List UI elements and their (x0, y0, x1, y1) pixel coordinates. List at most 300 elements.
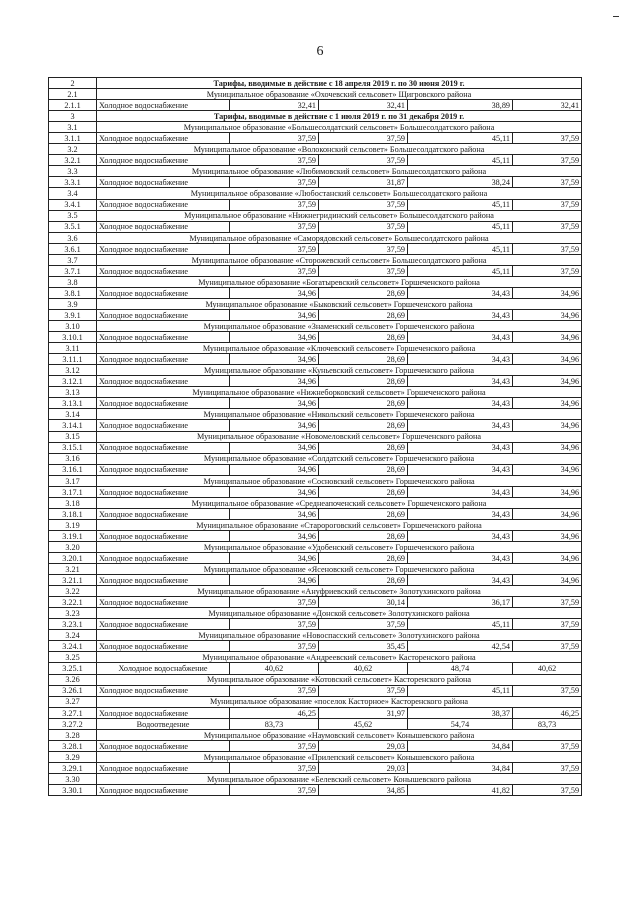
service-name: Холодное водоснабжение (97, 740, 230, 751)
row-code: 3.20 (49, 541, 97, 552)
tariff-row (49, 740, 582, 751)
service-name: Холодное водоснабжение (97, 762, 230, 773)
row-code: 2 (49, 78, 97, 89)
tariff-value-2: 28,69 (319, 287, 408, 298)
row-code: 3.11.1 (49, 354, 97, 365)
tariff-value-1: 34,96 (230, 553, 319, 564)
row-code: 3.9.1 (49, 309, 97, 320)
tariff-value-4: 34,96 (513, 420, 582, 431)
tariff-value-1: 37,59 (230, 199, 319, 210)
row-code: 3.2.1 (49, 155, 97, 166)
tariff-value-4: 37,59 (513, 619, 582, 630)
tariff-value-4: 34,96 (513, 553, 582, 564)
service-name: Холодное водоснабжение (97, 309, 230, 320)
row-code: 3.8.1 (49, 287, 97, 298)
tariff-value-3: 34,43 (408, 287, 513, 298)
municipality-row (49, 321, 582, 332)
service-name: Холодное водоснабжение (97, 619, 230, 630)
municipality-name: Муниципальное образование «Любостанский сельсовет» Большесолдатского района (97, 188, 582, 199)
tariff-value-3: 34,43 (408, 575, 513, 586)
row-code: 3.13.1 (49, 398, 97, 409)
row-code: 3.23 (49, 608, 97, 619)
municipality-row (49, 431, 582, 442)
row-code: 3.30 (49, 773, 97, 784)
row-code: 3.15.1 (49, 442, 97, 453)
municipality-row (49, 652, 582, 663)
tariff-value-4: 34,96 (513, 398, 582, 409)
row-code: 3.30.1 (49, 785, 97, 796)
tariff-value-1: 37,59 (230, 133, 319, 144)
tariff-value-2: 32,41 (319, 100, 408, 111)
tariff-value-1: 37,59 (230, 597, 319, 608)
tariff-row (49, 553, 582, 564)
tariff-row (49, 420, 582, 431)
tariff-row (49, 762, 582, 773)
row-code: 3.16 (49, 453, 97, 464)
tariff-value-4: 34,96 (513, 354, 582, 365)
municipality-name: Муниципальное образование «Волоконский сельсовет» Большесолдатского района (97, 144, 582, 155)
tariff-value-3: 48,74 (408, 663, 513, 674)
municipality-name: Муниципальное образование «Солдатский сельсовет» Горшеченского района (97, 453, 582, 464)
tariff-row (49, 663, 582, 674)
tariff-value-3: 34,43 (408, 553, 513, 564)
tariff-value-1: 40,62 (230, 663, 319, 674)
tariff-row (49, 133, 582, 144)
tariff-value-3: 41,82 (408, 785, 513, 796)
tariff-value-4: 37,59 (513, 221, 582, 232)
row-code: 3.5 (49, 210, 97, 221)
row-code: 3.29.1 (49, 762, 97, 773)
municipality-name: Муниципальное образование «Белевский сельсовет» Конышевского района (97, 773, 582, 784)
tariff-value-1: 37,59 (230, 155, 319, 166)
row-code: 3.8 (49, 276, 97, 287)
tariff-value-2: 29,03 (319, 740, 408, 751)
service-name: Водоотведение (97, 718, 230, 729)
tariff-value-3: 34,43 (408, 398, 513, 409)
tariff-value-3: 45,11 (408, 619, 513, 630)
row-code: 3.6.1 (49, 243, 97, 254)
row-code: 3.14.1 (49, 420, 97, 431)
service-name: Холодное водоснабжение (97, 354, 230, 365)
tariff-row (49, 287, 582, 298)
tariff-value-4: 34,96 (513, 486, 582, 497)
service-name: Холодное водоснабжение (97, 376, 230, 387)
municipality-row (49, 365, 582, 376)
row-code: 3.7 (49, 254, 97, 265)
tariff-value-2: 28,69 (319, 486, 408, 497)
tariff-value-3: 45,11 (408, 155, 513, 166)
row-code: 3.21.1 (49, 575, 97, 586)
tariff-value-4: 37,59 (513, 597, 582, 608)
row-code: 3.12.1 (49, 376, 97, 387)
row-code: 3.10.1 (49, 332, 97, 343)
tariff-value-4: 46,25 (513, 707, 582, 718)
tariff-value-1: 37,59 (230, 740, 319, 751)
municipality-name: Муниципальное образование «Наумовский сельсовет» Конышевского района (97, 729, 582, 740)
page-number: 6 (316, 44, 324, 59)
municipality-name: Муниципальное образование «Нижнеборковский сельсовет» Горшеченского района (97, 387, 582, 398)
section-row (49, 78, 582, 89)
municipality-row (49, 564, 582, 575)
service-name: Холодное водоснабжение (97, 221, 230, 232)
tariff-value-4: 34,96 (513, 464, 582, 475)
municipality-name: Муниципальное образование «Куньевский сельсовет» Горшеченского района (97, 365, 582, 376)
tariff-value-4: 34,96 (513, 332, 582, 343)
municipality-name: Муниципальное образование «Саморядовский сельсовет» Большесолдатского района (97, 232, 582, 243)
tariff-value-4: 34,96 (513, 575, 582, 586)
tariff-value-2: 37,59 (319, 265, 408, 276)
tariff-value-2: 31,97 (319, 707, 408, 718)
municipality-row (49, 298, 582, 309)
row-code: 3.1 (49, 122, 97, 133)
row-code: 3.19 (49, 519, 97, 530)
row-code: 3.28.1 (49, 740, 97, 751)
tariff-value-2: 30,14 (319, 597, 408, 608)
tariff-row (49, 641, 582, 652)
tariff-row (49, 597, 582, 608)
tariff-value-1: 34,96 (230, 486, 319, 497)
tariff-value-4: 32,41 (513, 100, 582, 111)
municipality-name: Муниципальное образование «Удобенский сельсовет» Горшеченского района (97, 541, 582, 552)
row-code: 3.6 (49, 232, 97, 243)
tariff-value-4: 34,96 (513, 530, 582, 541)
tariff-value-2: 28,69 (319, 464, 408, 475)
tariff-value-3: 45,11 (408, 243, 513, 254)
service-name: Холодное водоснабжение (97, 464, 230, 475)
row-code: 3.27.1 (49, 707, 97, 718)
municipality-row (49, 586, 582, 597)
row-code: 3.28 (49, 729, 97, 740)
tariff-value-3: 38,89 (408, 100, 513, 111)
municipality-row (49, 674, 582, 685)
municipality-name: Муниципальное образование «Нижнегридинский сельсовет» Большесолдатского района (97, 210, 582, 221)
tariff-value-1: 37,59 (230, 221, 319, 232)
tariff-value-1: 34,96 (230, 508, 319, 519)
municipality-name: Муниципальное образование «Богатыревский сельсовет» Горшеченского района (97, 276, 582, 287)
municipality-name: Муниципальное образование «Охочевский сельсовет» Щигровского района (97, 89, 582, 100)
row-code: 3.22 (49, 586, 97, 597)
municipality-row (49, 343, 582, 354)
service-name: Холодное водоснабжение (97, 685, 230, 696)
tariff-value-1: 37,59 (230, 685, 319, 696)
service-name: Холодное водоснабжение (97, 707, 230, 718)
municipality-row (49, 519, 582, 530)
tariff-value-3: 45,11 (408, 221, 513, 232)
tariff-value-4: 37,59 (513, 177, 582, 188)
municipality-name: Муниципальное образование «Сторожевский сельсовет» Большесолдатского района (97, 254, 582, 265)
row-code: 3.17 (49, 475, 97, 486)
row-code: 3.25 (49, 652, 97, 663)
service-name: Холодное водоснабжение (97, 575, 230, 586)
tariff-value-2: 37,59 (319, 199, 408, 210)
tariff-value-2: 28,69 (319, 398, 408, 409)
tariff-row (49, 442, 582, 453)
tariff-value-2: 28,69 (319, 442, 408, 453)
municipality-row (49, 729, 582, 740)
service-name: Холодное водоснабжение (97, 420, 230, 431)
service-name: Холодное водоснабжение (97, 486, 230, 497)
tariff-value-2: 28,69 (319, 575, 408, 586)
row-code: 3.27.2 (49, 718, 97, 729)
tariff-row (49, 718, 582, 729)
tariff-value-4: 37,59 (513, 133, 582, 144)
tariff-value-3: 34,43 (408, 420, 513, 431)
tariff-value-3: 54,74 (408, 718, 513, 729)
tariff-value-1: 37,59 (230, 641, 319, 652)
row-code: 3.12 (49, 365, 97, 376)
row-code: 3.10 (49, 321, 97, 332)
tariff-value-1: 37,59 (230, 762, 319, 773)
tariff-value-2: 28,69 (319, 332, 408, 343)
tariff-value-2: 28,69 (319, 553, 408, 564)
tariff-value-3: 38,24 (408, 177, 513, 188)
tariff-value-3: 45,11 (408, 199, 513, 210)
tariff-value-4: 34,96 (513, 287, 582, 298)
tariff-value-1: 34,96 (230, 332, 319, 343)
row-code: 3.3.1 (49, 177, 97, 188)
tariff-value-2: 28,69 (319, 508, 408, 519)
tariff-value-2: 35,45 (319, 641, 408, 652)
row-code: 3.18 (49, 497, 97, 508)
section-row (49, 111, 582, 122)
tariff-value-2: 37,59 (319, 685, 408, 696)
municipality-row (49, 630, 582, 641)
tariff-row (49, 376, 582, 387)
row-code: 3.4 (49, 188, 97, 199)
tariff-value-2: 29,03 (319, 762, 408, 773)
tariff-value-1: 37,59 (230, 619, 319, 630)
municipality-row (49, 276, 582, 287)
tariff-value-2: 28,69 (319, 420, 408, 431)
municipality-name: Муниципальное образование «Андреевский сельсовет» Касторенского района (97, 652, 582, 663)
municipality-row (49, 475, 582, 486)
tariff-row (49, 486, 582, 497)
municipality-name: Муниципальное образование «Сосновский сельсовет» Горшеченского района (97, 475, 582, 486)
municipality-row (49, 188, 582, 199)
tariff-value-1: 34,96 (230, 442, 319, 453)
municipality-name: Муниципальное образование «Быковский сельсовет» Горшеченского района (97, 298, 582, 309)
tariff-row (49, 508, 582, 519)
tariff-value-4: 34,96 (513, 508, 582, 519)
tariff-value-2: 45,62 (319, 718, 408, 729)
tariff-value-4: 83,73 (513, 718, 582, 729)
service-name: Холодное водоснабжение (97, 508, 230, 519)
tariff-value-3: 45,11 (408, 133, 513, 144)
tariff-row (49, 100, 582, 111)
municipality-name: Муниципальное образование «Прилепский сельсовет» Конышевского района (97, 751, 582, 762)
service-name: Холодное водоснабжение (97, 243, 230, 254)
municipality-name: Муниципальное образование «Знаменский сельсовет» Горшеченского района (97, 321, 582, 332)
tariff-value-3: 45,11 (408, 265, 513, 276)
tariff-value-4: 37,59 (513, 685, 582, 696)
tariff-row (49, 221, 582, 232)
service-name: Холодное водоснабжение (97, 133, 230, 144)
row-code: 3.7.1 (49, 265, 97, 276)
municipality-row (49, 122, 582, 133)
service-name: Холодное водоснабжение (97, 398, 230, 409)
service-name: Холодное водоснабжение (97, 597, 230, 608)
municipality-name: Муниципальное образование «Большесолдатский сельсовет» Большесолдатского района (97, 122, 582, 133)
tariff-value-2: 37,59 (319, 243, 408, 254)
tariffs-table (48, 77, 582, 796)
tariff-value-4: 34,96 (513, 442, 582, 453)
row-code: 3.11 (49, 343, 97, 354)
section-title: Тарифы, вводимые в действие с 1 июля 2019 г. по 31 декабря 2019 г. (97, 111, 582, 122)
tariff-value-1: 37,59 (230, 265, 319, 276)
tariff-value-4: 37,59 (513, 785, 582, 796)
tariff-value-4: 40,62 (513, 663, 582, 674)
row-code: 3.15 (49, 431, 97, 442)
row-code: 3.3 (49, 166, 97, 177)
tariff-value-3: 34,84 (408, 762, 513, 773)
service-name: Холодное водоснабжение (97, 553, 230, 564)
tariff-value-2: 34,85 (319, 785, 408, 796)
tariff-value-2: 40,62 (319, 663, 408, 674)
row-code: 3.24 (49, 630, 97, 641)
municipality-row (49, 453, 582, 464)
municipality-name: Муниципальное образование «Новоспасский сельсовет» Золотухинского района (97, 630, 582, 641)
row-code: 3.21 (49, 564, 97, 575)
tariff-value-1: 32,41 (230, 100, 319, 111)
municipality-row (49, 210, 582, 221)
tariff-value-3: 34,43 (408, 530, 513, 541)
row-code: 3.23.1 (49, 619, 97, 630)
municipality-row (49, 409, 582, 420)
municipality-name: Муниципальное образование «Любимовский сельсовет» Большесолдатского района (97, 166, 582, 177)
tariff-row (49, 243, 582, 254)
municipality-name: Муниципальное образование «Ануфриевский сельсовет» Золотухинского района (97, 586, 582, 597)
row-code: 3.5.1 (49, 221, 97, 232)
tariff-value-2: 31,87 (319, 177, 408, 188)
tariff-value-1: 83,73 (230, 718, 319, 729)
tariff-value-2: 28,69 (319, 530, 408, 541)
service-name: Холодное водоснабжение (97, 100, 230, 111)
tariff-value-3: 34,43 (408, 464, 513, 475)
municipality-row (49, 166, 582, 177)
row-code: 3.24.1 (49, 641, 97, 652)
tariff-value-4: 37,59 (513, 155, 582, 166)
tariff-row (49, 332, 582, 343)
section-title: Тарифы, вводимые в действие с 18 апреля 2019 г. по 30 июня 2019 г. (97, 78, 582, 89)
tariff-value-3: 34,43 (408, 309, 513, 320)
row-code: 3.4.1 (49, 199, 97, 210)
service-name: Холодное водоснабжение (97, 199, 230, 210)
municipality-row (49, 144, 582, 155)
service-name: Холодное водоснабжение (97, 177, 230, 188)
tariff-value-3: 34,43 (408, 508, 513, 519)
tariff-value-3: 34,43 (408, 376, 513, 387)
tariff-row (49, 530, 582, 541)
row-code: 3.1.1 (49, 133, 97, 144)
tariff-row (49, 685, 582, 696)
municipality-name: Муниципальное образование «Донской сельсовет» Золотухинского района (97, 608, 582, 619)
tariff-value-3: 38,37 (408, 707, 513, 718)
tariff-value-2: 37,59 (319, 619, 408, 630)
tariff-value-1: 34,96 (230, 575, 319, 586)
tariff-value-2: 37,59 (319, 221, 408, 232)
service-name: Холодное водоснабжение (97, 663, 230, 674)
tariff-value-3: 34,43 (408, 332, 513, 343)
service-name: Холодное водоснабжение (97, 530, 230, 541)
municipality-name: Муниципальное образование «Среднеапоченский сельсовет» Горшеченского района (97, 497, 582, 508)
row-code: 3.2 (49, 144, 97, 155)
tariff-value-4: 37,59 (513, 199, 582, 210)
tariff-value-3: 36,17 (408, 597, 513, 608)
tariff-value-2: 28,69 (319, 354, 408, 365)
municipality-name: Муниципальное образование «поселок Касторное» Касторенского района (97, 696, 582, 707)
tariff-value-4: 37,59 (513, 762, 582, 773)
municipality-row (49, 541, 582, 552)
tariff-value-1: 37,59 (230, 785, 319, 796)
municipality-row (49, 608, 582, 619)
tariff-value-4: 34,96 (513, 376, 582, 387)
row-code: 3.9 (49, 298, 97, 309)
tariff-value-4: 37,59 (513, 265, 582, 276)
tariff-row (49, 785, 582, 796)
municipality-row (49, 497, 582, 508)
tariff-row (49, 707, 582, 718)
row-code: 3.26.1 (49, 685, 97, 696)
tariff-value-1: 34,96 (230, 464, 319, 475)
tariff-row (49, 199, 582, 210)
row-code: 3.25.1 (49, 663, 97, 674)
municipality-row (49, 387, 582, 398)
tariff-row (49, 265, 582, 276)
row-code: 3.16.1 (49, 464, 97, 475)
service-name: Холодное водоснабжение (97, 332, 230, 343)
municipality-name: Муниципальное образование «Новомеловский сельсовет» Горшеченского района (97, 431, 582, 442)
tariff-value-3: 42,54 (408, 641, 513, 652)
tariff-value-1: 34,96 (230, 354, 319, 365)
service-name: Холодное водоснабжение (97, 442, 230, 453)
tariff-value-3: 34,43 (408, 442, 513, 453)
row-code: 3.22.1 (49, 597, 97, 608)
service-name: Холодное водоснабжение (97, 287, 230, 298)
municipality-name: Муниципальное образование «Старороговский сельсовет» Горшеченского района (97, 519, 582, 530)
tariff-value-1: 34,96 (230, 420, 319, 431)
row-code: 3.29 (49, 751, 97, 762)
tariff-value-1: 34,96 (230, 287, 319, 298)
row-code: 3.18.1 (49, 508, 97, 519)
tariff-value-3: 34,84 (408, 740, 513, 751)
corner-mark (613, 16, 619, 17)
tariff-value-1: 46,25 (230, 707, 319, 718)
row-code: 3.14 (49, 409, 97, 420)
row-code: 3.17.1 (49, 486, 97, 497)
tariff-row (49, 309, 582, 320)
tariff-row (49, 575, 582, 586)
tariff-value-4: 34,96 (513, 309, 582, 320)
tariffs-table-body (49, 78, 582, 796)
municipality-name: Муниципальное образование «Ключевский сельсовет» Горшеченского района (97, 343, 582, 354)
tariff-value-3: 34,43 (408, 354, 513, 365)
tariff-value-1: 34,96 (230, 530, 319, 541)
tariff-value-2: 28,69 (319, 309, 408, 320)
row-code: 3.26 (49, 674, 97, 685)
municipality-name: Муниципальное образование «Котовский сельсовет» Касторенского района (97, 674, 582, 685)
row-code: 3.19.1 (49, 530, 97, 541)
tariff-value-2: 37,59 (319, 155, 408, 166)
tariff-value-1: 34,96 (230, 398, 319, 409)
service-name: Холодное водоснабжение (97, 785, 230, 796)
row-code: 3.13 (49, 387, 97, 398)
tariff-value-4: 37,59 (513, 243, 582, 254)
municipality-row (49, 751, 582, 762)
tariff-value-1: 37,59 (230, 177, 319, 188)
municipality-row (49, 89, 582, 100)
tariff-value-1: 34,96 (230, 309, 319, 320)
municipality-name: Муниципальное образование «Ясеновский сельсовет» Горшеченского района (97, 564, 582, 575)
